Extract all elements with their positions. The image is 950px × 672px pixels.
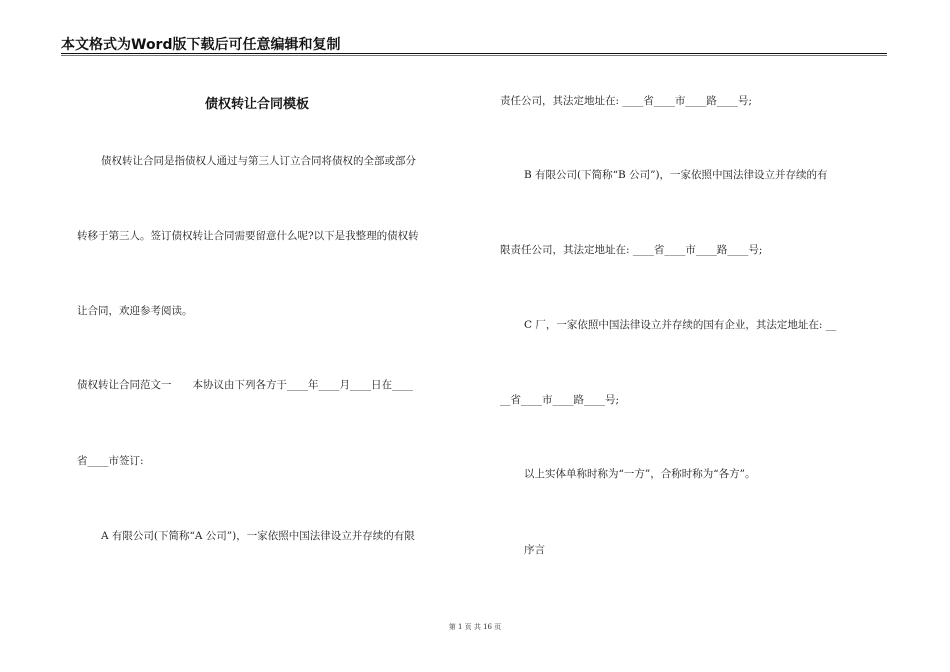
paragraph-line: 以上实体单称时称为“一方”，合称时称为“各方”。: [524, 468, 756, 480]
paragraph-line: 责任公司，其法定地址在: ____省____市____路____号;: [500, 95, 752, 107]
paragraph-line: 让合同，欢迎参考阅读。: [77, 305, 193, 317]
paragraph-line: 限责任公司，其法定地址在: ____省____市____路____号;: [500, 244, 763, 256]
paragraph-line: 债权转让合同是指债权人通过与第三人订立合同将债权的全部或部分: [101, 155, 416, 167]
paragraph-line: 省____市签订:: [77, 455, 144, 467]
document-title: 债权转让合同模板: [205, 97, 310, 112]
page-number: 第 1 页 共 16 页: [448, 623, 502, 631]
page-header: 本文格式为Word版下载后可任意编辑和复制: [61, 37, 341, 53]
paragraph-line: 债权转让合同范文一 本协议由下列各方于____年____月____日在____: [77, 379, 413, 391]
paragraph-line: A 有限公司(下简称“A 公司”)，一家依照中国法律设立并存续的有限: [101, 530, 415, 542]
header-rule: [61, 53, 887, 54]
header-rule-secondary: [61, 55, 887, 56]
paragraph-line: C 厂，一家依照中国法律设立并存续的国有企业，其法定地址在: __: [524, 319, 837, 331]
paragraph-line: __省____市____路____号;: [500, 394, 620, 406]
section-heading: 序言: [524, 544, 545, 556]
paragraph-line: 转移于第三人。签订债权转让合同需要留意什么呢?以下是我整理的债权转: [77, 230, 419, 242]
paragraph-line: B 有限公司(下简称“B 公司”)，一家依照中国法律设立并存续的有: [524, 169, 828, 181]
